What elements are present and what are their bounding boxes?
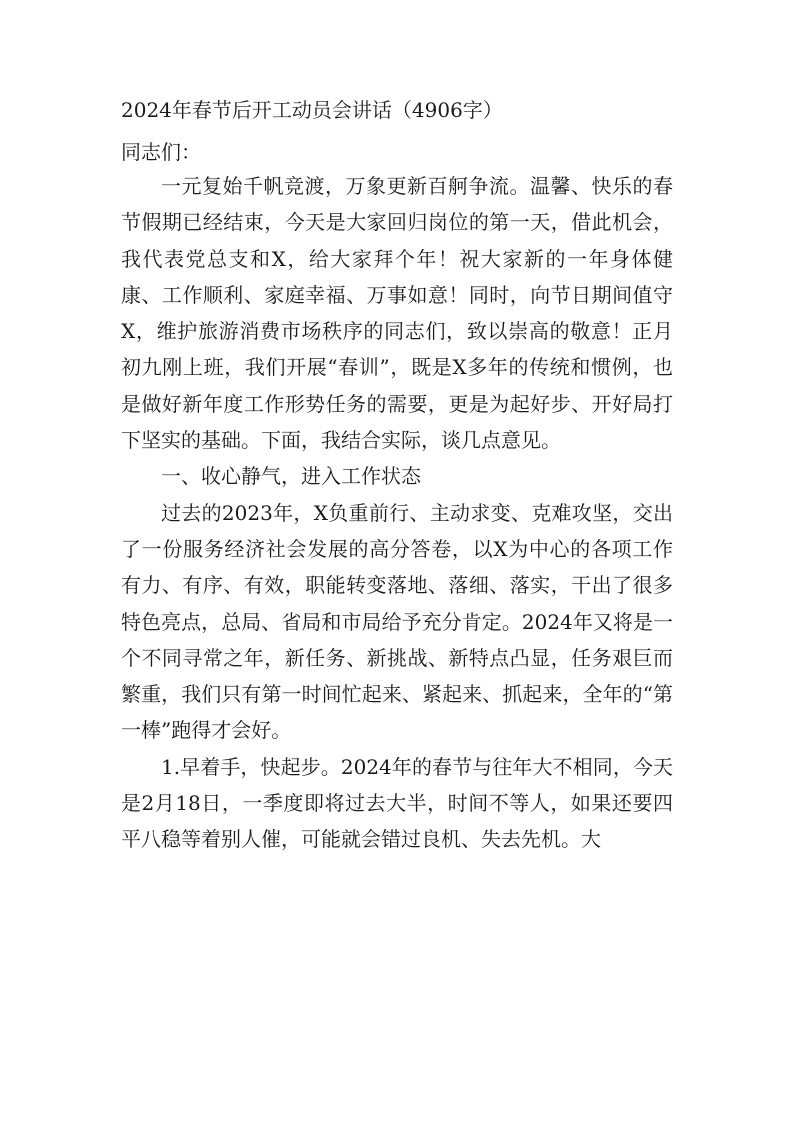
paragraph-opening: 一元复始千帆竞渡，万象更新百舸争流。温馨、快乐的春节假期已经结束，今天是大家回归岗位的第一天，借此机会，我代表党总支和X，给大家拜个年！祝大家新的一年身体健康、工作顺利、家庭幸福、万事如意！同时，向节日期间值守X，维护旅游消费市场秩序的同志们，致以崇高的敬意！正月初九刚上班，我们开展“春训”，既是X多年的传统和惯例，也是做好新年度工作形势任务的需要，更是为起好步、开好局打下坚实的基础。下面，我结合实际，谈几点意见。 <box>121 174 673 453</box>
document-body <box>121 168 673 858</box>
section-heading-1: 一、收心静气，进入工作状态 <box>161 464 421 489</box>
paragraph-review-2023: 过去的2023年，X负重前行、主动求变、克难攻坚，交出了一份服务经济社会发展的高分答卷，以X为中心的各项工作有力、有序、有效，职能转变落地、落细、落实，干出了很多特色亮点，总局、省局和市局给予充分肯定。2024年又将是一个不同寻常之年，新任务、新挑战、新特点凸显，任务艰巨而繁重，我们只有第一时间忙起来、紧起来、抓起来，全年的“第一棒”跑得才会好。 <box>121 500 673 743</box>
document-title: 2024年春节后开工动员会讲话（4906字） <box>121 98 503 122</box>
paragraph-point-1: 1.早着手，快起步。2024年的春节与往年大不相同，今天是2月18日，一季度即将过去大半，时间不等人，如果还要四平八稳等着别人催，可能就会错过良机、失去先机。大 <box>121 754 673 852</box>
salutation: 同志们： <box>121 140 201 164</box>
